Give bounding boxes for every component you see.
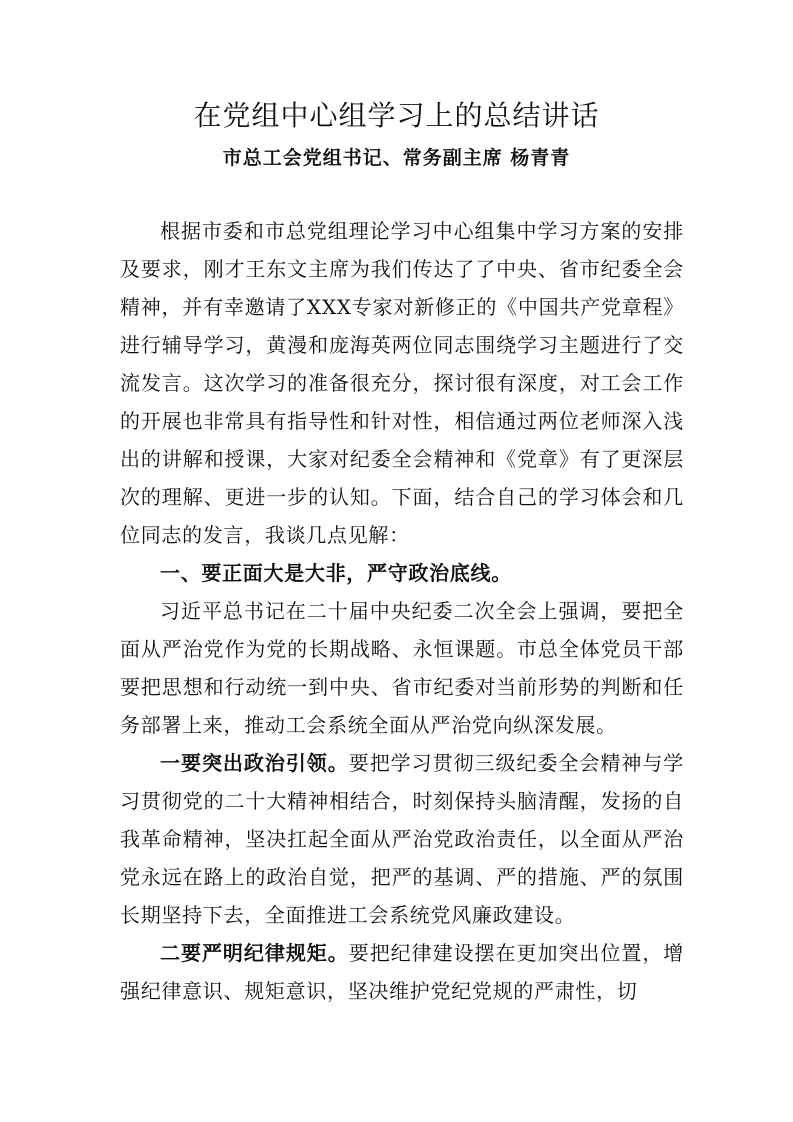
author-line: 市总工会党组书记、常务副主席 杨青青 xyxy=(222,147,571,169)
paragraph-point-1 xyxy=(120,744,684,934)
document-title: 在党组中心组学习上的总结讲话 xyxy=(193,99,600,132)
point-2-lead: 二要严明纪律规矩。 xyxy=(160,941,349,965)
paragraph-point-2 xyxy=(120,934,684,1010)
paragraph-intro: 根据市委和市总党组理论学习中心组集中学习方案的安排及要求，刚才王东文主席为我们传达了了中央、省市纪委全会精神，并有幸邀请了XXX专家对新修正的《中国共产党章程》进行辅导学习，黄漫和庞海英两位同志围绕学习主题进行了交流发言。这次学习的准备很充分，探讨很有深度，对工会工作的开展也非常具有指导性和针对性，相信通过两位老师深入浅出的讲解和授课，大家对纪委全会精神和《党章》有了更深层次的理解、更进一步的认知。下面，结合自己的学习体会和几位同志的发言，我谈几点见解： xyxy=(120,219,684,547)
section-heading-1: 一、要正面大是大非，严守政治底线。 xyxy=(160,561,512,585)
point-2-text: 要把纪律建设摆在更加突出位置，增强纪律意识、规矩意识，坚决维护党纪党规的严肃性，切 xyxy=(120,941,684,1003)
paragraph-section-1: 习近平总书记在二十届中央纪委二次全会上强调，要把全面从严治党作为党的长期战略、永恒课题。市总全体党员干部要把思想和行动统一到中央、省市纪委对当前形势的判断和任务部署上来，推动工会系统全面从严治党向纵深发展。 xyxy=(120,599,684,737)
point-1-text: 要把学习贯彻三级纪委全会精神与学习贯彻党的二十大精神相结合，时刻保持头脑清醒，发扬的自我革命精神，坚决扛起全面从严治党政治责任，以全面从严治党永远在路上的政治自觉，把严的基调、严的措施、严的氛围长期坚持下去，全面推进工会系统党风廉政建设。 xyxy=(120,751,684,927)
point-1-lead: 一要突出政治引领。 xyxy=(160,751,349,775)
document-body xyxy=(120,212,684,1010)
